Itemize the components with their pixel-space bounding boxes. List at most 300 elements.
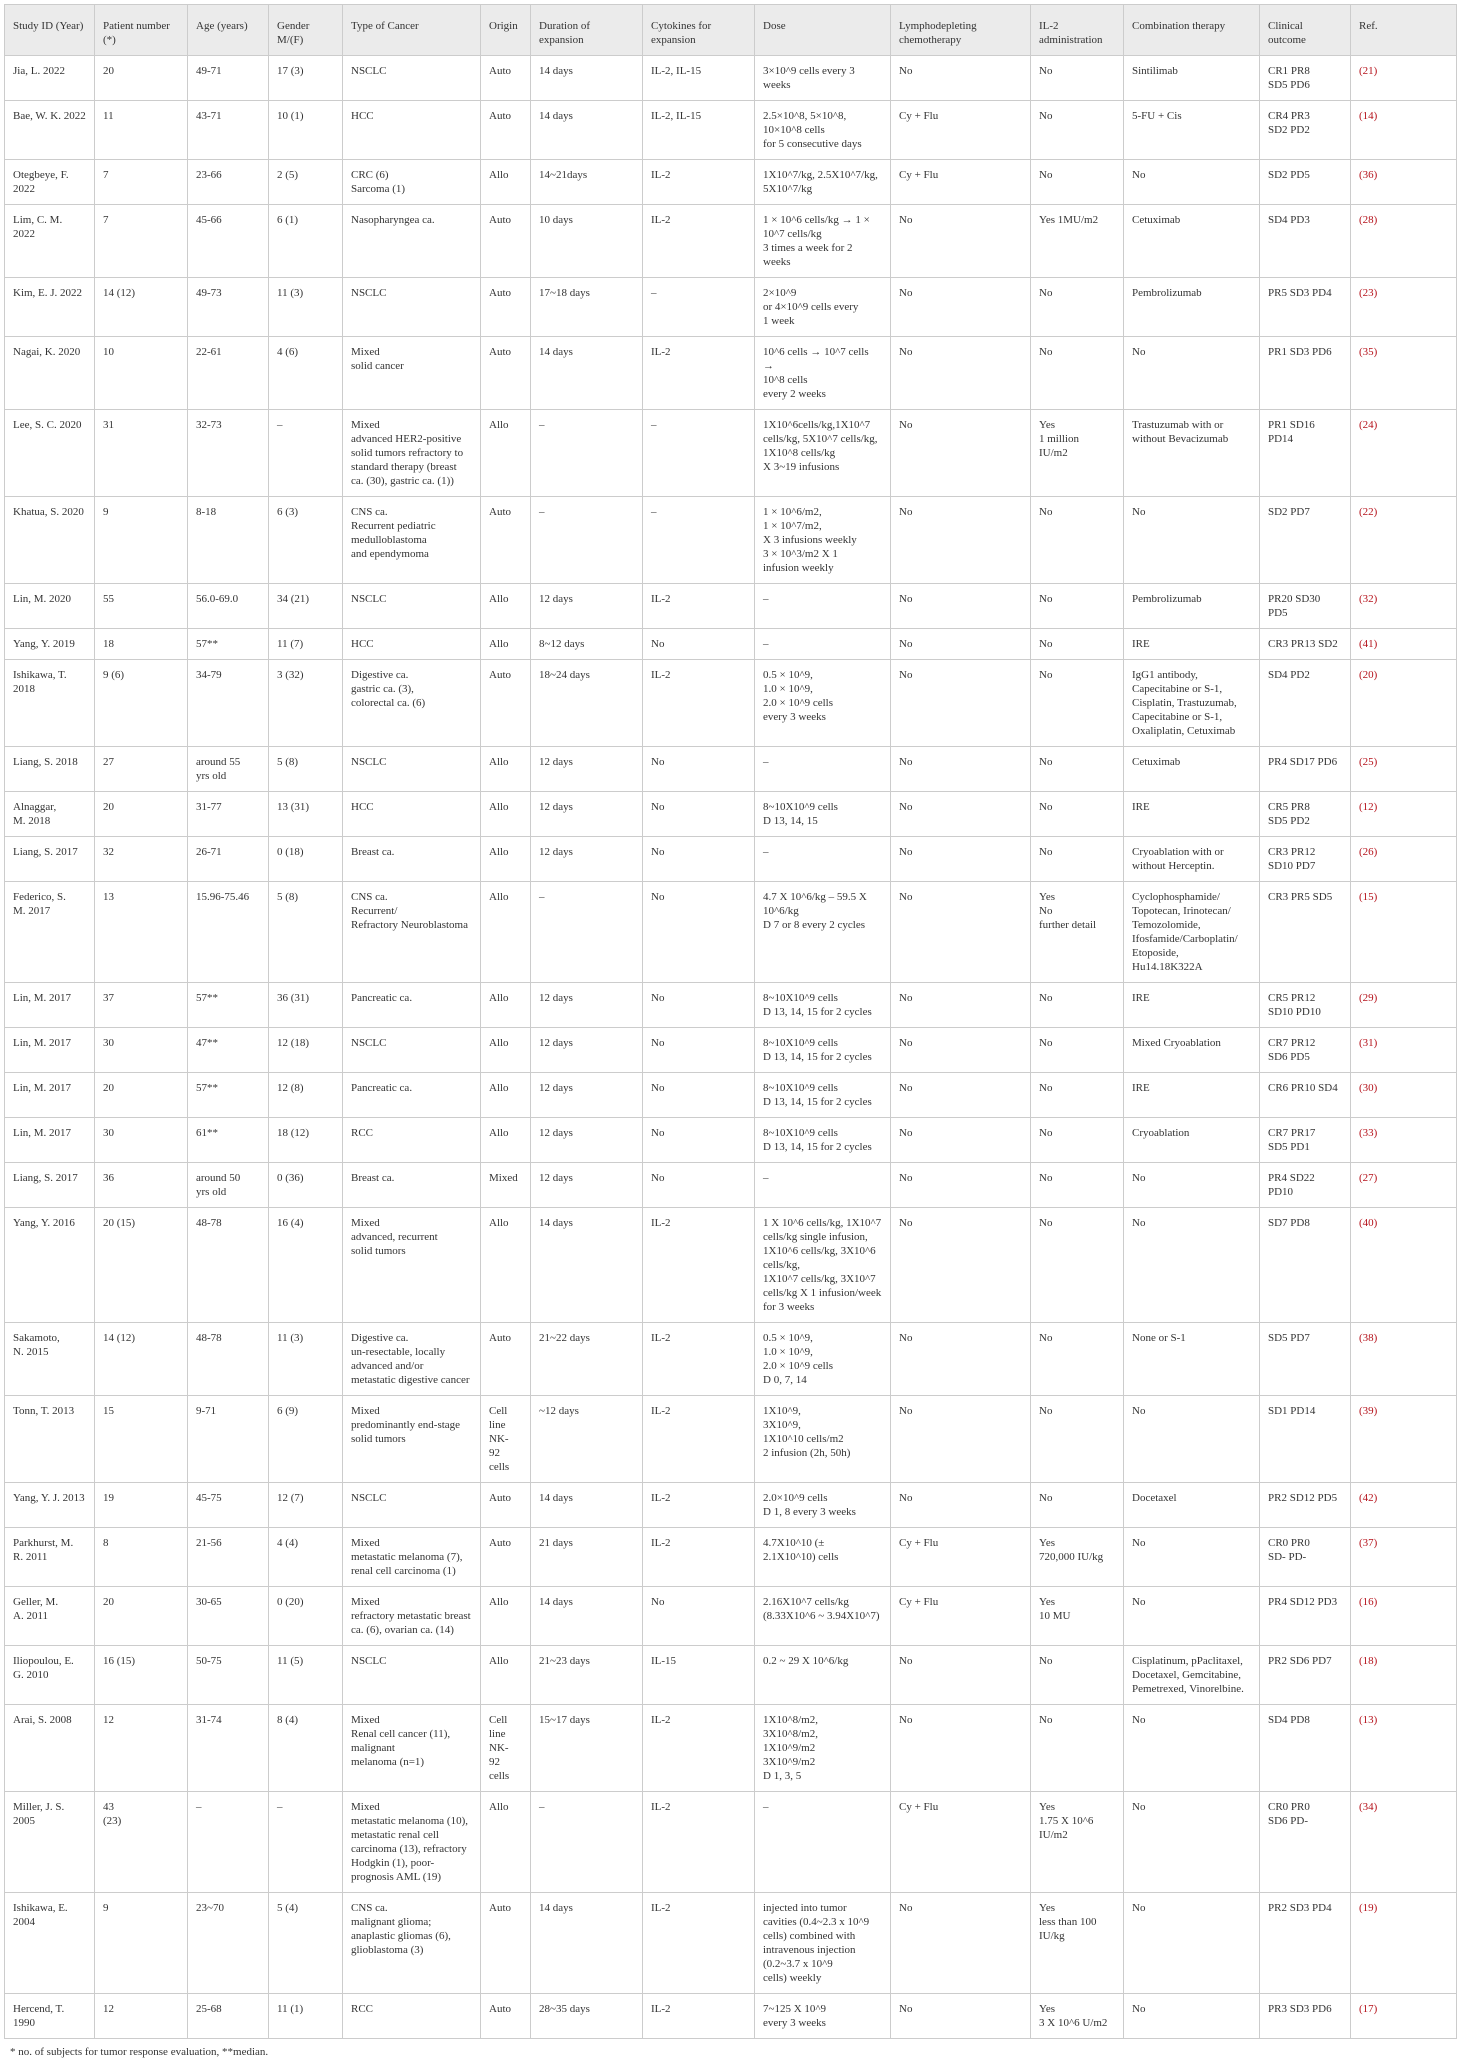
table-cell: 19 xyxy=(95,1483,188,1528)
table-cell: 32 xyxy=(95,837,188,882)
reference-link[interactable]: (39) xyxy=(1351,1396,1457,1483)
table-cell: Tonn, T. 2013 xyxy=(5,1396,95,1483)
table-row xyxy=(5,747,1457,792)
table-cell: Lim, C. M. 2022 xyxy=(5,205,95,278)
table-cell: Cetuximab xyxy=(1124,205,1260,278)
table-row xyxy=(5,1483,1457,1528)
table-cell: Allo xyxy=(481,1208,531,1323)
table-cell: – xyxy=(755,584,891,629)
table-cell: No xyxy=(1031,101,1124,160)
table-row xyxy=(5,337,1457,410)
table-cell: No xyxy=(1031,1028,1124,1073)
table-cell: IRE xyxy=(1124,1073,1260,1118)
table-cell: 36 xyxy=(95,1163,188,1208)
table-cell: Allo xyxy=(481,1118,531,1163)
reference-link[interactable]: (25) xyxy=(1351,747,1457,792)
table-cell: IL-2 xyxy=(643,1528,755,1587)
table-cell: No xyxy=(891,56,1031,101)
table-cell: No xyxy=(1031,1118,1124,1163)
table-cell: 43 (23) xyxy=(95,1792,188,1893)
table-row xyxy=(5,1163,1457,1208)
table-cell: SD4 PD2 xyxy=(1260,660,1351,747)
table-cell: Cy + Flu xyxy=(891,101,1031,160)
reference-link[interactable]: (24) xyxy=(1351,410,1457,497)
table-cell: 16 (4) xyxy=(269,1208,343,1323)
table-cell: SD4 PD3 xyxy=(1260,205,1351,278)
table-cell: 3×10^9 cells every 3 weeks xyxy=(755,56,891,101)
table-cell: 8~10X10^9 cells D 13, 14, 15 xyxy=(755,792,891,837)
table-cell: – xyxy=(643,278,755,337)
table-cell: Breast ca. xyxy=(343,837,481,882)
table-cell: 43-71 xyxy=(188,101,269,160)
reference-link[interactable]: (30) xyxy=(1351,1073,1457,1118)
table-cell: Yes 720,000 IU/kg xyxy=(1031,1528,1124,1587)
table-cell: No xyxy=(643,882,755,983)
table-cell: Yes 10 MU xyxy=(1031,1587,1124,1646)
table-cell: 34 (21) xyxy=(269,584,343,629)
table-cell: 11 (1) xyxy=(269,1994,343,2039)
table-cell: NSCLC xyxy=(343,56,481,101)
table-cell: 6 (9) xyxy=(269,1396,343,1483)
reference-link[interactable]: (23) xyxy=(1351,278,1457,337)
table-cell: NSCLC xyxy=(343,747,481,792)
table-cell: – xyxy=(188,1792,269,1893)
table-cell: No xyxy=(1031,1163,1124,1208)
table-cell: CRC (6) Sarcoma (1) xyxy=(343,160,481,205)
table-row xyxy=(5,160,1457,205)
table-cell: 45-66 xyxy=(188,205,269,278)
table-cell: Allo xyxy=(481,882,531,983)
table-cell: Allo xyxy=(481,837,531,882)
table-cell: 27 xyxy=(95,747,188,792)
table-cell: 0 (20) xyxy=(269,1587,343,1646)
table-cell: 30 xyxy=(95,1028,188,1073)
table-cell: 12 days xyxy=(531,1118,643,1163)
table-cell: Mixed advanced HER2-positive solid tumors refractory to standard therapy (breast ca. (30), gastric ca. (1)) xyxy=(343,410,481,497)
table-cell: Mixed xyxy=(481,1163,531,1208)
table-cell: Allo xyxy=(481,983,531,1028)
table-cell: 10 xyxy=(95,337,188,410)
table-cell: Liang, S. 2018 xyxy=(5,747,95,792)
reference-link[interactable]: (21) xyxy=(1351,56,1457,101)
table-cell: RCC xyxy=(343,1118,481,1163)
table-cell: PR2 SD6 PD7 xyxy=(1260,1646,1351,1705)
table-cell: No xyxy=(891,837,1031,882)
reference-link[interactable]: (13) xyxy=(1351,1705,1457,1792)
table-cell: 10^6 cells → 10^7 cells → 10^8 cells every 2 weeks xyxy=(755,337,891,410)
table-cell: No xyxy=(891,629,1031,660)
table-cell: Yes 1.75 X 10^6 IU/m2 xyxy=(1031,1792,1124,1893)
reference-link[interactable]: (34) xyxy=(1351,1792,1457,1893)
table-cell: Cetuximab xyxy=(1124,747,1260,792)
table-cell: No xyxy=(891,1073,1031,1118)
table-cell: No xyxy=(1124,160,1260,205)
reference-link[interactable]: (35) xyxy=(1351,337,1457,410)
table-cell: No xyxy=(891,1163,1031,1208)
table-cell: No xyxy=(1124,497,1260,584)
reference-link[interactable]: (42) xyxy=(1351,1483,1457,1528)
table-cell: 12 xyxy=(95,1705,188,1792)
table-cell: 14 days xyxy=(531,1893,643,1994)
table-cell: – xyxy=(755,629,891,660)
table-cell: IL-2 xyxy=(643,1792,755,1893)
table-cell: 0.5 × 10^9, 1.0 × 10^9, 2.0 × 10^9 cells D 0, 7, 14 xyxy=(755,1323,891,1396)
table-cell: 12 (8) xyxy=(269,1073,343,1118)
table-cell: injected into tumor cavities (0.4~2.3 x 10^9 cells) combined with intravenous injection (0.2~3.7 x 10^9 cells) weekly xyxy=(755,1893,891,1994)
table-cell: No xyxy=(1031,747,1124,792)
table-cell: No xyxy=(643,1587,755,1646)
table-cell: 0.5 × 10^9, 1.0 × 10^9, 2.0 × 10^9 cells every 3 weeks xyxy=(755,660,891,747)
table-cell: HCC xyxy=(343,629,481,660)
table-cell: Lin, M. 2020 xyxy=(5,584,95,629)
table-cell: Yang, Y. 2019 xyxy=(5,629,95,660)
table-cell: IL-2 xyxy=(643,1396,755,1483)
table-cell: 4.7 X 10^6/kg – 59.5 X 10^6/kg D 7 or 8 every 2 cycles xyxy=(755,882,891,983)
table-cell: 34-79 xyxy=(188,660,269,747)
table-cell: Allo xyxy=(481,584,531,629)
table-cell: 12 (18) xyxy=(269,1028,343,1073)
table-cell: No xyxy=(1031,584,1124,629)
table-cell: 57** xyxy=(188,629,269,660)
column-header: Age (years) xyxy=(188,5,269,56)
table-row xyxy=(5,101,1457,160)
table-cell: Lin, M. 2017 xyxy=(5,983,95,1028)
table-cell: 12 (7) xyxy=(269,1483,343,1528)
table-cell: No xyxy=(1124,1396,1260,1483)
table-cell: Auto xyxy=(481,497,531,584)
table-cell: Cryoablation with or without Herceptin. xyxy=(1124,837,1260,882)
table-cell: 9 xyxy=(95,1893,188,1994)
table-cell: HCC xyxy=(343,101,481,160)
table-cell: 20 (15) xyxy=(95,1208,188,1323)
table-cell: Miller, J. S. 2005 xyxy=(5,1792,95,1893)
table-cell: IL-15 xyxy=(643,1646,755,1705)
table-cell: Auto xyxy=(481,1528,531,1587)
table-cell: 32-73 xyxy=(188,410,269,497)
table-cell: 12 days xyxy=(531,584,643,629)
table-cell: No xyxy=(1031,1705,1124,1792)
table-cell: No xyxy=(1124,1994,1260,2039)
table-cell: NSCLC xyxy=(343,1028,481,1073)
table-cell: 2.5×10^8, 5×10^8, 10×10^8 cells for 5 consecutive days xyxy=(755,101,891,160)
table-cell: 17 (3) xyxy=(269,56,343,101)
table-cell: 49-73 xyxy=(188,278,269,337)
table-cell: CR6 PR10 SD4 xyxy=(1260,1073,1351,1118)
table-cell: No xyxy=(891,205,1031,278)
table-cell: Auto xyxy=(481,1994,531,2039)
table-cell: Allo xyxy=(481,1646,531,1705)
table-cell: Auto xyxy=(481,1893,531,1994)
table-cell: Yang, Y. 2016 xyxy=(5,1208,95,1323)
table-cell: Federico, S. M. 2017 xyxy=(5,882,95,983)
table-cell: CR7 PR17 SD5 PD1 xyxy=(1260,1118,1351,1163)
table-cell: 7~125 X 10^9 every 3 weeks xyxy=(755,1994,891,2039)
table-cell: CR7 PR12 SD6 PD5 xyxy=(1260,1028,1351,1073)
table-cell: 37 xyxy=(95,983,188,1028)
table-cell: No xyxy=(891,660,1031,747)
table-cell: – xyxy=(531,497,643,584)
table-cell: 48-78 xyxy=(188,1208,269,1323)
table-cell: 20 xyxy=(95,56,188,101)
table-cell: No xyxy=(891,983,1031,1028)
table-cell: Yes 1 million IU/m2 xyxy=(1031,410,1124,497)
reference-link[interactable]: (40) xyxy=(1351,1208,1457,1323)
table-cell: No xyxy=(643,837,755,882)
column-header: Ref. xyxy=(1351,5,1457,56)
table-cell: 10 days xyxy=(531,205,643,278)
table-cell: No xyxy=(643,1118,755,1163)
table-cell: Allo xyxy=(481,1792,531,1893)
table-cell: 16 (15) xyxy=(95,1646,188,1705)
table-cell: SD2 PD5 xyxy=(1260,160,1351,205)
table-cell: Liang, S. 2017 xyxy=(5,837,95,882)
table-cell: No xyxy=(1031,629,1124,660)
table-cell: IL-2 xyxy=(643,160,755,205)
table-cell: No xyxy=(891,1208,1031,1323)
table-cell: 14 days xyxy=(531,1483,643,1528)
table-cell: Lee, S. C. 2020 xyxy=(5,410,95,497)
table-cell: PR2 SD3 PD4 xyxy=(1260,1893,1351,1994)
table-cell: PR4 SD12 PD3 xyxy=(1260,1587,1351,1646)
table-cell: 13 xyxy=(95,882,188,983)
reference-link[interactable]: (27) xyxy=(1351,1163,1457,1208)
table-cell: 14 (12) xyxy=(95,278,188,337)
table-cell: 5 (4) xyxy=(269,1893,343,1994)
table-cell: No xyxy=(1124,1705,1260,1792)
reference-link[interactable]: (38) xyxy=(1351,1323,1457,1396)
reference-link[interactable]: (29) xyxy=(1351,983,1457,1028)
table-cell: Yang, Y. J. 2013 xyxy=(5,1483,95,1528)
table-cell: 55 xyxy=(95,584,188,629)
column-header: Dose xyxy=(755,5,891,56)
column-header: Gender M/(F) xyxy=(269,5,343,56)
table-cell: 1X10^7/kg, 2.5X10^7/kg, 5X10^7/kg xyxy=(755,160,891,205)
table-cell: 7 xyxy=(95,160,188,205)
table-cell: Khatua, S. 2020 xyxy=(5,497,95,584)
table-cell: Auto xyxy=(481,337,531,410)
table-row xyxy=(5,1073,1457,1118)
table-cell: Breast ca. xyxy=(343,1163,481,1208)
table-cell: Allo xyxy=(481,1587,531,1646)
column-header: Cytokines for expansion xyxy=(643,5,755,56)
table-cell: 15 xyxy=(95,1396,188,1483)
table-cell: 12 days xyxy=(531,837,643,882)
table-cell: 17~18 days xyxy=(531,278,643,337)
reference-link[interactable]: (28) xyxy=(1351,205,1457,278)
table-cell: Auto xyxy=(481,56,531,101)
table-cell: SD4 PD8 xyxy=(1260,1705,1351,1792)
table-cell: No xyxy=(1031,1483,1124,1528)
table-cell: 3 (32) xyxy=(269,660,343,747)
table-cell: 4 (6) xyxy=(269,337,343,410)
table-cell: Auto xyxy=(481,101,531,160)
table-cell: NSCLC xyxy=(343,584,481,629)
table-cell: PR2 SD12 PD5 xyxy=(1260,1483,1351,1528)
table-cell: Allo xyxy=(481,629,531,660)
table-cell: RCC xyxy=(343,1994,481,2039)
table-cell: Cell line NK- 92 cells xyxy=(481,1705,531,1792)
table-cell: Lin, M. 2017 xyxy=(5,1118,95,1163)
table-cell: Cy + Flu xyxy=(891,160,1031,205)
table-cell: Auto xyxy=(481,1483,531,1528)
table-row xyxy=(5,882,1457,983)
table-cell: 0.2 ~ 29 X 10^6/kg xyxy=(755,1646,891,1705)
reference-link[interactable]: (41) xyxy=(1351,629,1457,660)
table-cell: Kim, E. J. 2022 xyxy=(5,278,95,337)
table-cell: Pembrolizumab xyxy=(1124,278,1260,337)
table-cell: No xyxy=(891,278,1031,337)
table-cell: CR1 PR8 SD5 PD6 xyxy=(1260,56,1351,101)
table-cell: – xyxy=(531,410,643,497)
table-cell: Mixed Cryoablation xyxy=(1124,1028,1260,1073)
table-cell: PR20 SD30 PD5 xyxy=(1260,584,1351,629)
table-cell: Allo xyxy=(481,1028,531,1073)
table-cell: No xyxy=(1031,1646,1124,1705)
table-cell: 13 (31) xyxy=(269,792,343,837)
table-cell: – xyxy=(755,837,891,882)
table-cell: No xyxy=(891,1705,1031,1792)
table-cell: 6 (1) xyxy=(269,205,343,278)
table-cell: CR0 PR0 SD6 PD- xyxy=(1260,1792,1351,1893)
table-cell: 12 days xyxy=(531,792,643,837)
reference-link[interactable]: (14) xyxy=(1351,101,1457,160)
table-cell: 47** xyxy=(188,1028,269,1073)
table-row xyxy=(5,660,1457,747)
table-cell: 1X10^8/m2, 3X10^8/m2, 1X10^9/m2 3X10^9/m2 D 1, 3, 5 xyxy=(755,1705,891,1792)
reference-link[interactable]: (19) xyxy=(1351,1893,1457,1994)
table-cell: 9-71 xyxy=(188,1396,269,1483)
table-row xyxy=(5,1208,1457,1323)
table-header-row xyxy=(5,5,1457,56)
reference-link[interactable]: (37) xyxy=(1351,1528,1457,1587)
table-row xyxy=(5,56,1457,101)
table-cell: SD2 PD7 xyxy=(1260,497,1351,584)
table-cell: 21-56 xyxy=(188,1528,269,1587)
table-cell: – xyxy=(531,1792,643,1893)
reference-link[interactable]: (16) xyxy=(1351,1587,1457,1646)
table-cell: Auto xyxy=(481,278,531,337)
table-cell: 12 days xyxy=(531,1163,643,1208)
table-cell: Allo xyxy=(481,1073,531,1118)
table-cell: 21~22 days xyxy=(531,1323,643,1396)
column-header: Study ID (Year) xyxy=(5,5,95,56)
table-cell: 8~10X10^9 cells D 13, 14, 15 for 2 cycles xyxy=(755,983,891,1028)
table-cell: Digestive ca. gastric ca. (3), colorectal ca. (6) xyxy=(343,660,481,747)
table-cell: No xyxy=(891,1646,1031,1705)
table-cell: No xyxy=(1031,1396,1124,1483)
table-cell: No xyxy=(1031,1323,1124,1396)
reference-link[interactable]: (17) xyxy=(1351,1994,1457,2039)
table-cell: Allo xyxy=(481,160,531,205)
reference-link[interactable]: (36) xyxy=(1351,160,1457,205)
table-cell: Mixed Renal cell cancer (11), malignant melanoma (n=1) xyxy=(343,1705,481,1792)
table-cell: 1 X 10^6 cells/kg, 1X10^7 cells/kg single infusion, 1X10^6 cells/kg, 3X10^6 cells/kg, 1X10^7 cells/kg, 3X10^7 cells/kg X 1 infusion/week for 3 weeks xyxy=(755,1208,891,1323)
table-cell: No xyxy=(891,410,1031,497)
table-cell: IL-2 xyxy=(643,205,755,278)
table-cell: CR3 PR13 SD2 xyxy=(1260,629,1351,660)
reference-link[interactable]: (33) xyxy=(1351,1118,1457,1163)
table-cell: Allo xyxy=(481,410,531,497)
table-cell: Allo xyxy=(481,747,531,792)
column-header: Type of Cancer xyxy=(343,5,481,56)
reference-link[interactable]: (18) xyxy=(1351,1646,1457,1705)
table-cell: 1X10^6cells/kg,1X10^7 cells/kg, 5X10^7 cells/kg, 1X10^8 cells/kg X 3~19 infusions xyxy=(755,410,891,497)
table-cell: Nasopharyngea ca. xyxy=(343,205,481,278)
reference-link[interactable]: (31) xyxy=(1351,1028,1457,1073)
reference-link[interactable]: (26) xyxy=(1351,837,1457,882)
table-cell: 6 (3) xyxy=(269,497,343,584)
table-cell: IgG1 antibody, Capecitabine or S-1, Cisplatin, Trastuzumab, Capecitabine or S-1, Oxaliplatin, Cetuximab xyxy=(1124,660,1260,747)
table-cell: 31 xyxy=(95,410,188,497)
table-cell: Lin, M. 2017 xyxy=(5,1073,95,1118)
reference-link[interactable]: (32) xyxy=(1351,584,1457,629)
table-row xyxy=(5,1323,1457,1396)
table-cell: 1 × 10^6 cells/kg → 1 × 10^7 cells/kg 3 times a week for 2 weeks xyxy=(755,205,891,278)
table-row xyxy=(5,1994,1457,2039)
table-cell: No xyxy=(1031,160,1124,205)
table-cell: 18 xyxy=(95,629,188,660)
reference-link[interactable]: (12) xyxy=(1351,792,1457,837)
table-cell: Mixed refractory metastatic breast ca. (6), ovarian ca. (14) xyxy=(343,1587,481,1646)
table-cell: 2×10^9 or 4×10^9 cells every 1 week xyxy=(755,278,891,337)
reference-link[interactable]: (22) xyxy=(1351,497,1457,584)
table-cell: CR5 PR8 SD5 PD2 xyxy=(1260,792,1351,837)
table-cell: Geller, M. A. 2011 xyxy=(5,1587,95,1646)
table-cell: Ishikawa, T. 2018 xyxy=(5,660,95,747)
table-cell: No xyxy=(891,1483,1031,1528)
table-cell: 12 days xyxy=(531,747,643,792)
table-cell: – xyxy=(531,882,643,983)
table-cell: Yes less than 100 IU/kg xyxy=(1031,1893,1124,1994)
table-cell: 36 (31) xyxy=(269,983,343,1028)
table-cell: 30-65 xyxy=(188,1587,269,1646)
table-cell: 15.96-75.46 xyxy=(188,882,269,983)
table-cell: PR4 SD22 PD10 xyxy=(1260,1163,1351,1208)
table-row xyxy=(5,1028,1457,1073)
table-cell: No xyxy=(643,1073,755,1118)
table-cell: 25-68 xyxy=(188,1994,269,2039)
reference-link[interactable]: (15) xyxy=(1351,882,1457,983)
table-cell: 23~70 xyxy=(188,1893,269,1994)
table-cell: No xyxy=(1031,497,1124,584)
table-cell: Pembrolizumab xyxy=(1124,584,1260,629)
table-row xyxy=(5,1646,1457,1705)
table-cell: around 50 yrs old xyxy=(188,1163,269,1208)
table-cell: 8~10X10^9 cells D 13, 14, 15 for 2 cycles xyxy=(755,1073,891,1118)
table-cell: Mixed metastatic melanoma (10), metastatic renal cell carcinoma (13), refractory Hodgkin (1), poor- prognosis AML (19) xyxy=(343,1792,481,1893)
table-cell: CNS ca. Recurrent pediatric medulloblastoma and ependymoma xyxy=(343,497,481,584)
table-cell: CR5 PR12 SD10 PD10 xyxy=(1260,983,1351,1028)
table-cell: Pancreatic ca. xyxy=(343,983,481,1028)
table-cell: No xyxy=(1124,1208,1260,1323)
table-cell: 11 (5) xyxy=(269,1646,343,1705)
table-cell: 22-61 xyxy=(188,337,269,410)
table-cell: No xyxy=(643,1028,755,1073)
table-cell: No xyxy=(643,629,755,660)
table-cell: 31-77 xyxy=(188,792,269,837)
reference-link[interactable]: (20) xyxy=(1351,660,1457,747)
table-cell: Auto xyxy=(481,1323,531,1396)
table-cell: No xyxy=(1124,1587,1260,1646)
table-cell: PR3 SD3 PD6 xyxy=(1260,1994,1351,2039)
table-cell: IRE xyxy=(1124,983,1260,1028)
table-cell: Cyclophosphamide/ Topotecan, Irinotecan/ Temozolomide, Ifosfamide/Carboplatin/ Etoposide, Hu14.18K322A xyxy=(1124,882,1260,983)
table-cell: Auto xyxy=(481,660,531,747)
table-cell: No xyxy=(891,1323,1031,1396)
table-cell: IL-2 xyxy=(643,1893,755,1994)
table-cell: 14~21days xyxy=(531,160,643,205)
table-cell: 61** xyxy=(188,1118,269,1163)
